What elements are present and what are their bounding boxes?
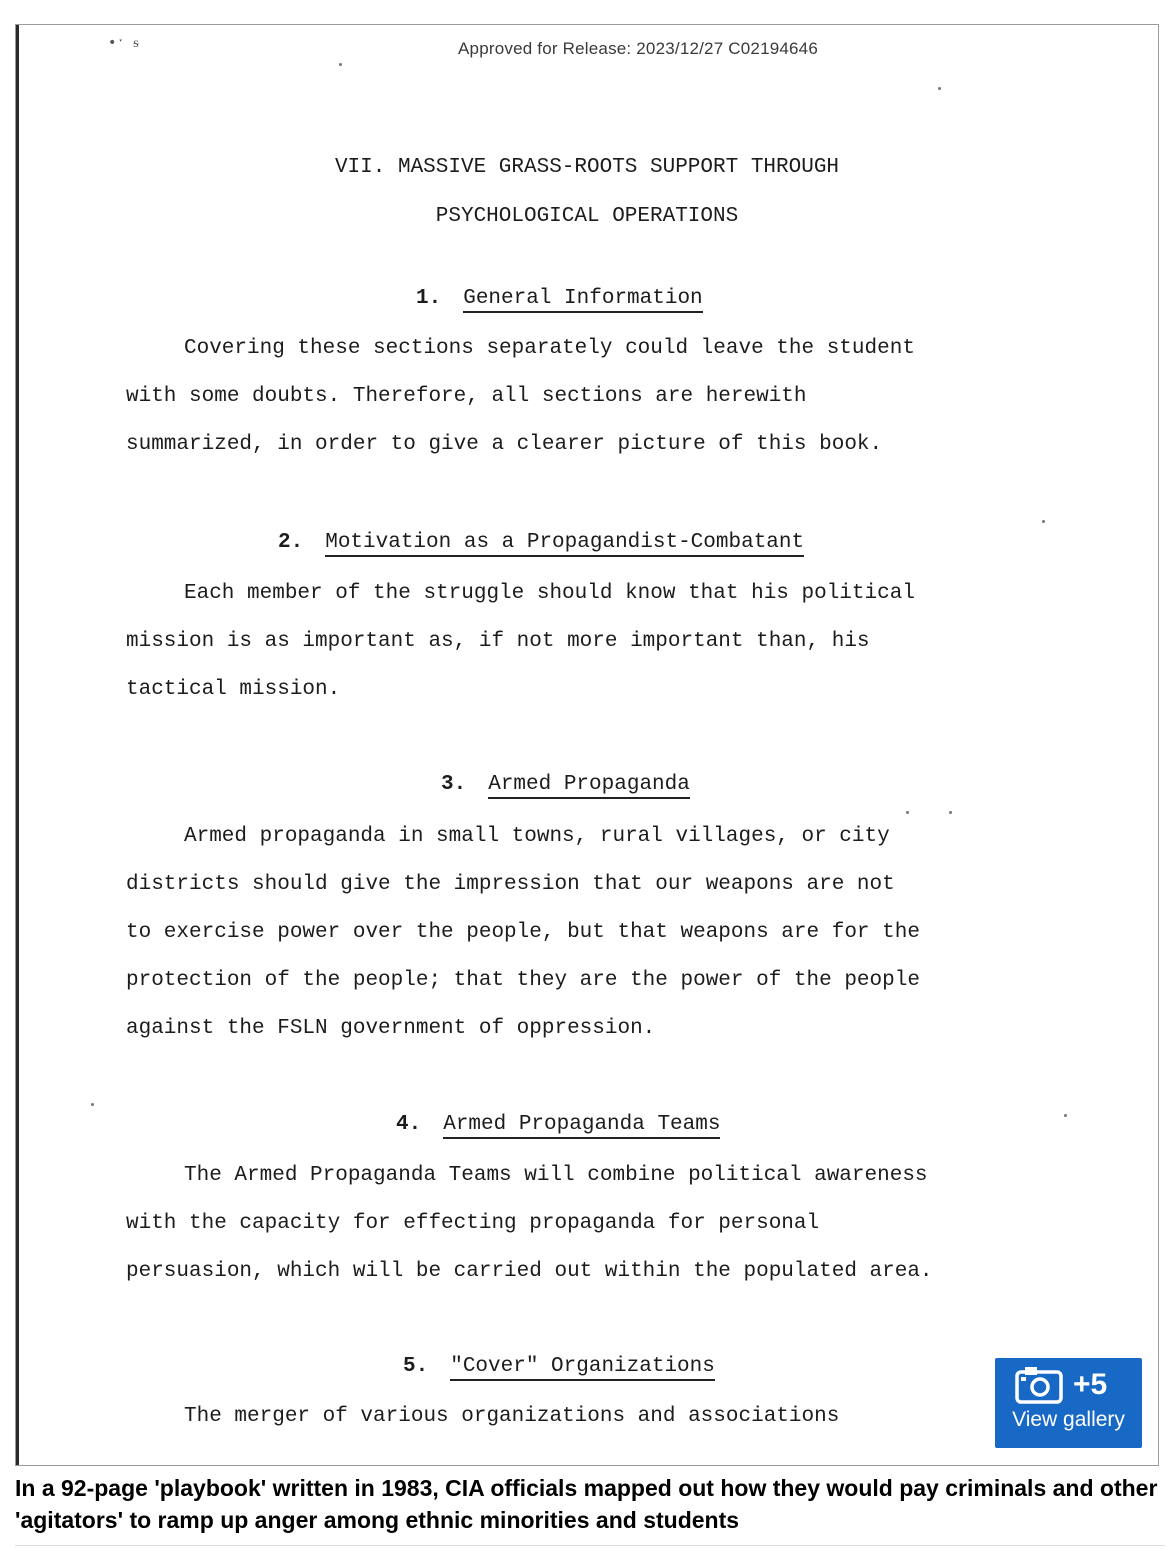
caption-divider xyxy=(15,1545,1165,1546)
document-image xyxy=(15,24,1159,1466)
text-line: to exercise power over the people, but that weapons are for the xyxy=(126,921,920,944)
text-line: mission is as important as, if not more important than, his xyxy=(126,630,870,653)
section-body-5 xyxy=(126,1393,1086,1441)
gallery-top-row xyxy=(1015,1366,1132,1404)
text-line: The Armed Propaganda Teams will combine political awareness xyxy=(184,1164,928,1187)
view-gallery-button[interactable] xyxy=(995,1358,1142,1448)
section-body-2 xyxy=(126,570,1086,714)
section-body-4 xyxy=(126,1152,1086,1296)
text-line: Armed propaganda in small towns, rural villages, or city xyxy=(184,825,890,848)
text-line: summarized, in order to give a clearer picture of this book. xyxy=(126,433,883,456)
release-stamp: Approved for Release: 2023/12/27 C02194646 xyxy=(458,39,818,58)
scan-speck xyxy=(1042,520,1045,523)
text-line: Covering these sections separately could leave the student xyxy=(184,337,915,360)
text-line: districts should give the impression that our weapons are not xyxy=(126,873,895,896)
scan-speck xyxy=(91,1103,94,1106)
text-line: The merger of various organizations and associations xyxy=(184,1405,840,1428)
scan-speck xyxy=(938,87,941,90)
section-number: 2. xyxy=(278,531,304,554)
section-heading-2 xyxy=(278,531,804,554)
section-number: 4. xyxy=(396,1113,422,1136)
section-number: 5. xyxy=(403,1355,429,1378)
section-heading-1 xyxy=(416,287,703,310)
text-line: persuasion, which will be carried out within the populated area. xyxy=(126,1260,933,1283)
scan-speck xyxy=(906,811,909,814)
section-title: "Cover" Organizations xyxy=(450,1355,715,1381)
scan-speck xyxy=(339,63,342,66)
section-heading-4 xyxy=(396,1113,720,1136)
section-heading-5 xyxy=(403,1355,715,1378)
section-heading-3 xyxy=(441,773,690,796)
corner-marks: •ˑ ᵴ xyxy=(108,35,139,51)
section-title: Armed Propaganda Teams xyxy=(443,1113,720,1139)
chapter-title xyxy=(16,143,1158,241)
section-number: 3. xyxy=(441,773,467,796)
gallery-count: +5 xyxy=(1073,1368,1108,1401)
chapter-title-line-1: VII. MASSIVE GRASS-ROOTS SUPPORT THROUGH xyxy=(334,156,840,179)
scan-speck xyxy=(1064,1114,1067,1117)
gallery-label: View gallery xyxy=(1012,1408,1125,1431)
text-line: with the capacity for effecting propaganda for personal xyxy=(126,1212,820,1235)
text-line: tactical mission. xyxy=(126,678,341,701)
section-number: 1. xyxy=(416,287,442,310)
section-body-3 xyxy=(126,813,1086,1053)
section-body-1 xyxy=(126,325,1086,469)
image-caption: In a 92-page 'playbook' written in 1983, CIA officials mapped out how they would pay criminals and other 'agitators' to ramp up anger among ethnic minorities and students xyxy=(15,1475,1158,1533)
scan-speck xyxy=(949,811,952,814)
section-title: Motivation as a Propagandist-Combatant xyxy=(325,531,804,557)
text-line: with some doubts. Therefore, all sections are herewith xyxy=(126,385,807,408)
scan-edge xyxy=(16,25,19,1465)
section-title: Armed Propaganda xyxy=(488,773,690,799)
camera-icon xyxy=(1015,1366,1063,1404)
text-line: protection of the people; that they are the power of the people xyxy=(126,969,920,992)
section-title: General Information xyxy=(463,287,702,313)
chapter-title-line-2: PSYCHOLOGICAL OPERATIONS xyxy=(435,205,739,228)
text-line: against the FSLN government of oppression. xyxy=(126,1017,656,1040)
text-line: Each member of the struggle should know that his political xyxy=(184,582,915,605)
